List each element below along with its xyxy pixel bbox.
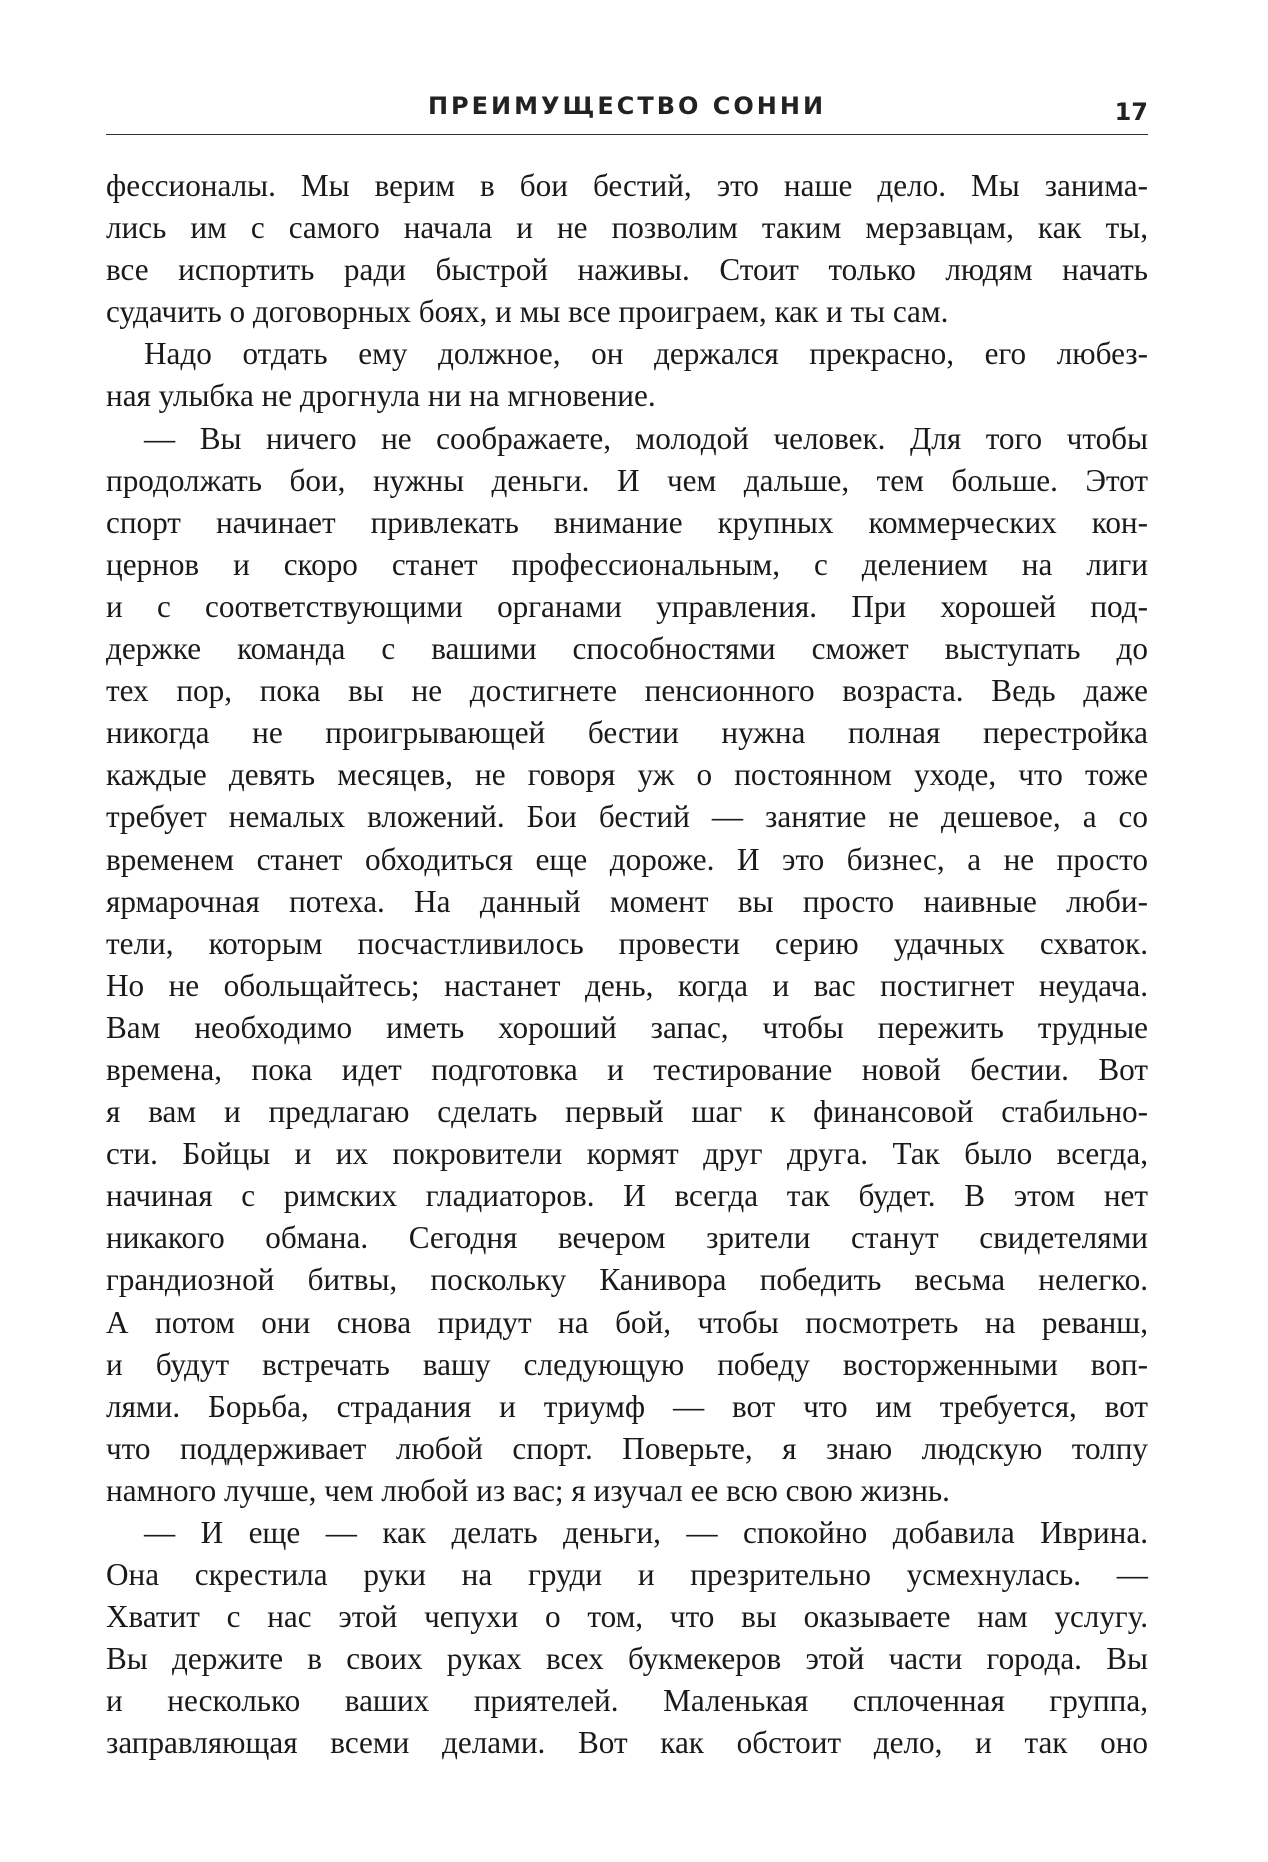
- text-line: и будут встречать вашу следующую победу восторженными воп-: [106, 1346, 1148, 1382]
- text-line: — И еще — как делать деньги, — спокойно добавила Иврина.: [144, 1515, 1148, 1550]
- body-text: [106, 165, 1148, 1765]
- text-line: все испортить ради быстрой наживы. Стоит только людям начать: [106, 252, 1148, 288]
- text-line: фессионалы. Мы верим в бои бестий, это наше дело. Мы занима-: [106, 168, 1148, 203]
- text-line: и с соответствующими органами управления. При хорошей под-: [106, 588, 1148, 624]
- text-line: начиная с римских гладиаторов. И всегда так будет. В этом нет: [106, 1178, 1148, 1214]
- text-line: цернов и скоро станет профессиональным, с делением на лиги: [106, 546, 1148, 582]
- text-line: тех пор, пока вы не достигнете пенсионного возраста. Ведь даже: [106, 673, 1148, 709]
- text-line: ярмарочная потеха. На данный момент вы просто наивные люби-: [106, 883, 1148, 919]
- text-line: Она скрестила руки на груди и презрительно усмехнулась. —: [106, 1557, 1148, 1593]
- text-line: Но не обольщайтесь; настанет день, когда и вас постигнет неудача.: [106, 967, 1148, 1003]
- text-line: спорт начинает привлекать внимание крупных коммерческих кон-: [106, 504, 1148, 540]
- text-line: Надо отдать ему должное, он держался прекрасно, его любез-: [144, 336, 1148, 372]
- running-title: ПРЕИМУЩЕСТВО СОННИ: [427, 92, 827, 120]
- text-line: Хватит с нас этой чепухи о том, что вы оказываете нам услугу.: [106, 1599, 1148, 1635]
- text-line: лись им с самого начала и не позволим таким мерзавцам, как ты,: [106, 210, 1148, 246]
- text-line: каждые девять месяцев, не говоря уж о постоянном уходе, что тоже: [106, 757, 1148, 793]
- text-line: ная улыбка не дрогнула ни на мгновение.: [106, 378, 656, 414]
- text-line: держке команда с вашими способностями сможет выступать до: [106, 631, 1148, 667]
- text-line: — Вы ничего не соображаете, молодой человек. Для того чтобы: [144, 420, 1148, 456]
- text-line: времена, пока идет подготовка и тестирование новой бестии. Вот: [106, 1051, 1148, 1087]
- text-line: временем станет обходиться еще дороже. И это бизнес, а не просто: [106, 841, 1148, 877]
- text-line: я вам и предлагаю сделать первый шаг к финансовой стабильно-: [106, 1094, 1148, 1130]
- text-line: и несколько ваших приятелей. Маленькая сплоченная группа,: [106, 1683, 1148, 1719]
- text-line: заправляющая всеми делами. Вот как обстоит дело, и так оно: [106, 1725, 1148, 1761]
- header-rule: [106, 134, 1148, 135]
- text-line: что поддерживает любой спорт. Поверьте, я знаю людскую толпу: [106, 1430, 1148, 1466]
- text-line: Вы держите в своих руках всех букмекеров этой части города. Вы: [106, 1641, 1148, 1677]
- text-line: А потом они снова придут на бой, чтобы посмотреть на реванш,: [106, 1304, 1148, 1340]
- page-header: [106, 86, 1148, 132]
- text-line: требует немалых вложений. Бои бестий — занятие не дешевое, а со: [106, 799, 1148, 835]
- text-line: никогда не проигрывающей бестии нужна полная перестройка: [106, 715, 1148, 751]
- text-line: Вам необходимо иметь хороший запас, чтобы пережить трудные: [106, 1009, 1148, 1045]
- text-line: судачить о договорных боях, и мы все проиграем, как и ты сам.: [106, 294, 949, 330]
- page-number: 17: [1114, 98, 1148, 126]
- text-line: сти. Бойцы и их покровители кормят друг друга. Так было всегда,: [106, 1136, 1148, 1172]
- text-line: никакого обмана. Сегодня вечером зрители станут свидетелями: [106, 1220, 1148, 1256]
- text-line: намного лучше, чем любой из вас; я изучал ее всю свою жизнь.: [106, 1472, 950, 1508]
- text-line: продолжать бои, нужны деньги. И чем дальше, тем больше. Этот: [106, 462, 1148, 498]
- text-line: грандиозной битвы, поскольку Канивора победить весьма нелегко.: [106, 1262, 1148, 1298]
- text-line: лями. Борьба, страдания и триумф — вот что им требуется, вот: [106, 1388, 1148, 1424]
- text-line: тели, которым посчастливилось провести серию удачных схваток.: [106, 925, 1148, 961]
